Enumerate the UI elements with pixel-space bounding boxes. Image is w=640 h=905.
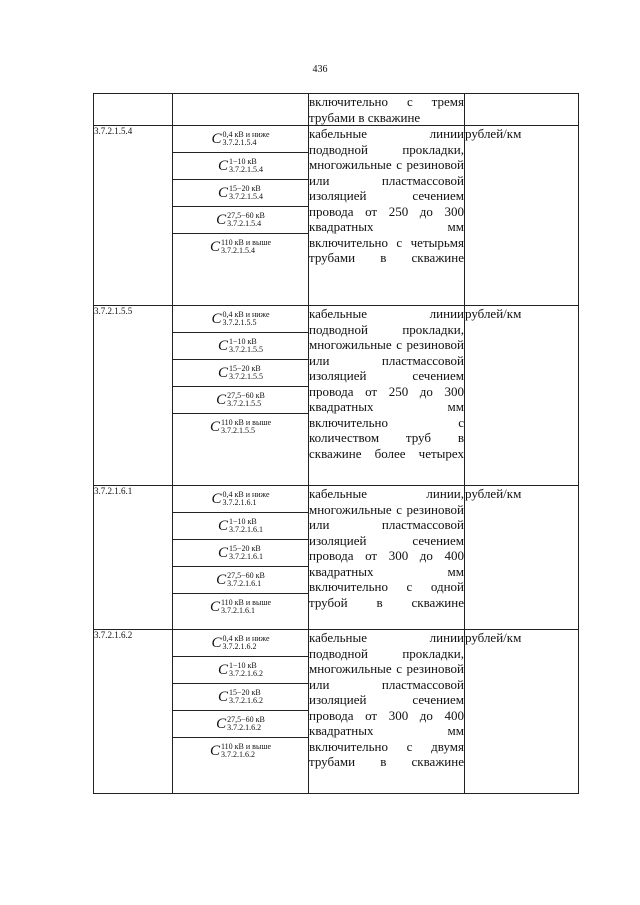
param-letter: C bbox=[211, 634, 222, 651]
row-code: 3.7.2.1.5.5 bbox=[94, 306, 173, 486]
param-letter: C bbox=[209, 598, 220, 615]
param-letter: C bbox=[216, 715, 227, 732]
param-voltage: 110 кВ и выше bbox=[220, 238, 272, 247]
param-letter: C bbox=[211, 130, 222, 147]
table-row bbox=[94, 306, 579, 486]
row-unit: рублей/км bbox=[465, 630, 579, 794]
param-index: 3.7.2.1.5.5 bbox=[229, 345, 263, 354]
param-index: 3.7.2.1.5.4 bbox=[227, 219, 262, 228]
param-symbol bbox=[173, 306, 308, 333]
param-index: 3.7.2.1.5.4 bbox=[229, 192, 263, 201]
param-letter: C bbox=[209, 742, 220, 759]
row-unit: рублей/км bbox=[465, 486, 579, 630]
param-index: 3.7.2.1.5.5 bbox=[222, 318, 257, 327]
param-symbol bbox=[173, 126, 308, 153]
row-description: включительно с тремя трубами в скважине bbox=[309, 94, 464, 125]
table-row bbox=[94, 94, 579, 126]
param-symbol bbox=[173, 513, 308, 540]
param-index: 3.7.2.1.5.5 bbox=[220, 426, 255, 435]
param-letter: C bbox=[217, 544, 228, 561]
param-voltage: 15−20 кВ bbox=[229, 544, 261, 553]
row-code: 3.7.2.1.6.1 bbox=[94, 486, 173, 630]
param-voltage: 1−10 кВ bbox=[229, 661, 257, 670]
param-index: 3.7.2.1.6.2 bbox=[229, 669, 263, 678]
param-voltage: 0,4 кВ и ниже bbox=[222, 634, 270, 643]
row-unit: рублей/км bbox=[465, 126, 579, 306]
param-index: 3.7.2.1.6.2 bbox=[220, 750, 255, 759]
param-symbol bbox=[173, 207, 308, 234]
param-voltage: 0,4 кВ и ниже bbox=[222, 490, 270, 499]
param-symbol bbox=[173, 180, 308, 207]
row-description: кабельные линии подводной прокладки, многожильные с резиновой или пластмассовой изоляцией сечением провода от 250 до 300 квадратных мм включительно с четырьмя трубами в скважине bbox=[309, 126, 465, 306]
param-voltage: 110 кВ и выше bbox=[220, 418, 272, 427]
param-voltage: 27,5−60 кВ bbox=[227, 571, 265, 580]
param-letter: C bbox=[211, 490, 222, 507]
param-symbol bbox=[173, 234, 308, 260]
param-symbol bbox=[173, 333, 308, 360]
param-symbol bbox=[173, 567, 308, 594]
param-letter: C bbox=[216, 391, 227, 408]
param-symbol bbox=[173, 738, 308, 764]
row-code: 3.7.2.1.6.2 bbox=[94, 630, 173, 794]
row-params bbox=[173, 94, 309, 126]
param-index: 3.7.2.1.6.1 bbox=[229, 552, 263, 561]
param-index: 3.7.2.1.6.1 bbox=[220, 606, 255, 615]
param-voltage: 15−20 кВ bbox=[229, 364, 261, 373]
param-index: 3.7.2.1.6.1 bbox=[229, 525, 263, 534]
param-symbol bbox=[173, 486, 308, 513]
param-symbol bbox=[173, 630, 308, 657]
param-index: 3.7.2.1.5.5 bbox=[227, 399, 262, 408]
param-letter: C bbox=[217, 337, 228, 354]
param-voltage: 27,5−60 кВ bbox=[227, 391, 265, 400]
row-params bbox=[173, 126, 309, 306]
param-voltage: 110 кВ и выше bbox=[220, 598, 272, 607]
param-voltage: 110 кВ и выше bbox=[220, 742, 272, 751]
param-index: 3.7.2.1.6.2 bbox=[222, 642, 257, 651]
param-voltage: 15−20 кВ bbox=[229, 184, 261, 193]
param-symbol bbox=[173, 684, 308, 711]
param-symbol bbox=[173, 540, 308, 567]
row-code: 3.7.2.1.5.4 bbox=[94, 126, 173, 306]
row-unit: рублей/км bbox=[465, 306, 579, 486]
page-number: 436 bbox=[312, 64, 328, 75]
param-letter: C bbox=[217, 364, 228, 381]
table-row bbox=[94, 486, 579, 630]
param-index: 3.7.2.1.6.2 bbox=[227, 723, 262, 732]
row-description: кабельные линии, многожильные с резиновой или пластмассовой изоляцией сечением провода от 300 до 400 квадратных мм включительно с одной трубой в скважине bbox=[309, 486, 465, 630]
param-index: 3.7.2.1.5.4 bbox=[220, 246, 255, 255]
param-voltage: 1−10 кВ bbox=[229, 337, 257, 346]
param-symbol bbox=[173, 594, 308, 620]
param-voltage: 1−10 кВ bbox=[229, 517, 257, 526]
row-params bbox=[173, 306, 309, 486]
param-symbol bbox=[173, 414, 308, 440]
param-letter: C bbox=[211, 310, 222, 327]
row-code bbox=[94, 94, 173, 126]
param-letter: C bbox=[217, 184, 228, 201]
param-symbol bbox=[173, 360, 308, 387]
param-letter: C bbox=[217, 517, 228, 534]
row-description: кабельные линии подводной прокладки, многожильные с резиновой или пластмассовой изоляцией сечением провода от 300 до 400 квадратных мм включительно с двумя трубами в скважине bbox=[309, 630, 465, 794]
param-letter: C bbox=[209, 418, 220, 435]
param-index: 3.7.2.1.6.2 bbox=[229, 696, 263, 705]
param-symbol bbox=[173, 657, 308, 684]
tariff-table bbox=[93, 93, 579, 794]
row-description: кабельные линии подводной прокладки, многожильные с резиновой или пластмассовой изоляцией сечением провода от 250 до 300 квадратных мм включительно с количеством труб в скважине более четырех bbox=[309, 306, 465, 486]
param-letter: C bbox=[209, 238, 220, 255]
param-index: 3.7.2.1.6.1 bbox=[227, 579, 262, 588]
param-voltage: 15−20 кВ bbox=[229, 688, 261, 697]
param-symbol bbox=[173, 711, 308, 738]
row-params bbox=[173, 486, 309, 630]
param-symbol bbox=[173, 387, 308, 414]
table-row bbox=[94, 630, 579, 794]
param-letter: C bbox=[217, 688, 228, 705]
param-voltage: 0,4 кВ и ниже bbox=[222, 130, 270, 139]
param-voltage: 27,5−60 кВ bbox=[227, 211, 265, 220]
row-params bbox=[173, 630, 309, 794]
param-voltage: 0,4 кВ и ниже bbox=[222, 310, 270, 319]
row-unit bbox=[465, 94, 579, 126]
param-index: 3.7.2.1.5.4 bbox=[222, 138, 257, 147]
param-letter: C bbox=[217, 157, 228, 174]
param-index: 3.7.2.1.5.5 bbox=[229, 372, 263, 381]
table-row bbox=[94, 126, 579, 306]
param-letter: C bbox=[216, 571, 227, 588]
param-letter: C bbox=[216, 211, 227, 228]
param-voltage: 1−10 кВ bbox=[229, 157, 257, 166]
param-index: 3.7.2.1.6.1 bbox=[222, 498, 257, 507]
param-voltage: 27,5−60 кВ bbox=[227, 715, 265, 724]
param-letter: C bbox=[217, 661, 228, 678]
param-index: 3.7.2.1.5.4 bbox=[229, 165, 263, 174]
param-symbol bbox=[173, 153, 308, 180]
